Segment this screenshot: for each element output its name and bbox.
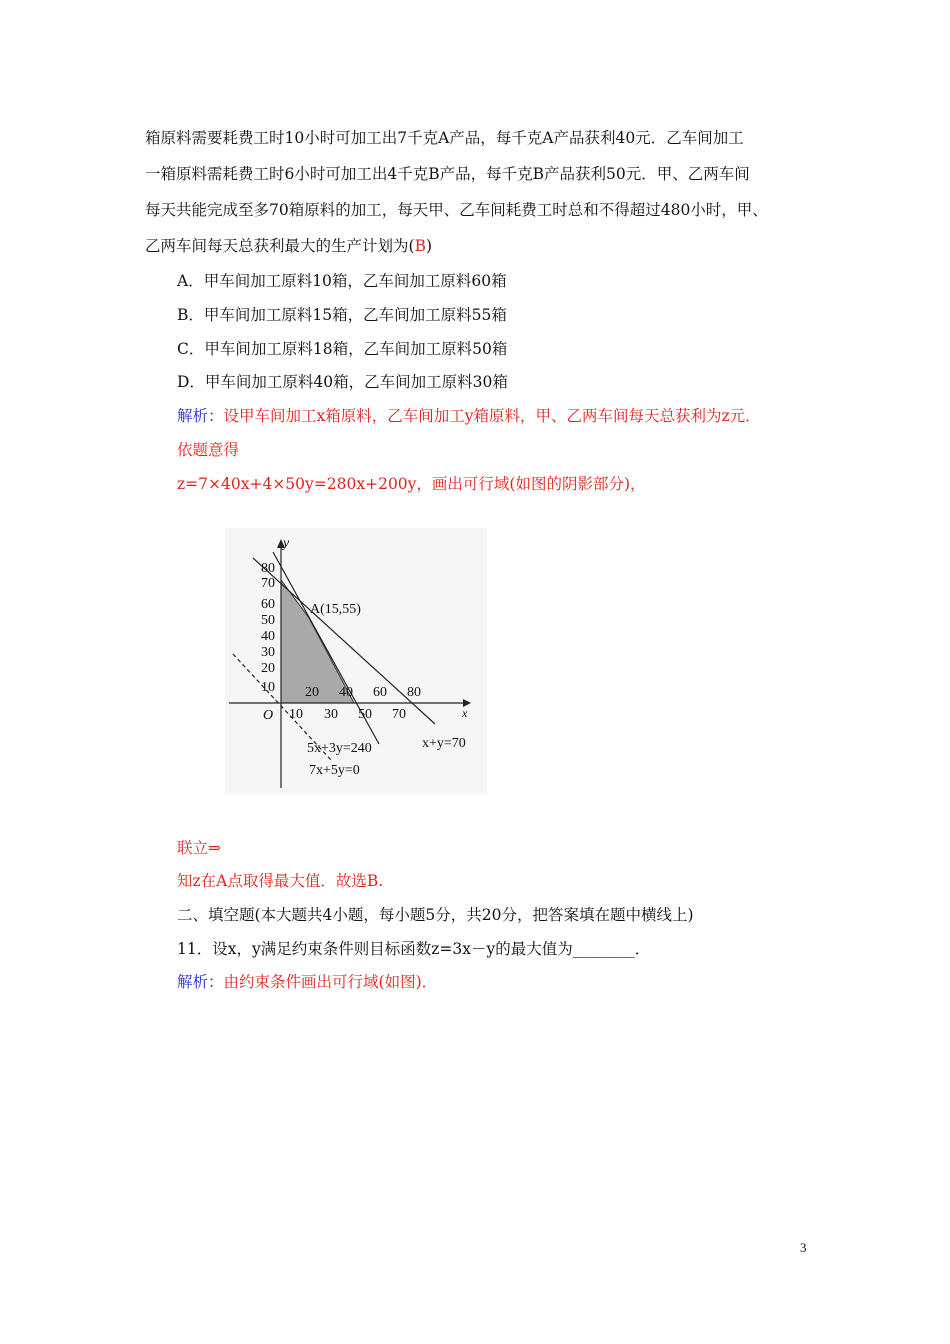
x-tick-10: 10 [289,707,303,722]
option-b: B．甲车间加工原料15箱，乙车间加工原料55箱 [177,306,507,324]
answer-choice: B [414,237,426,255]
feasible-region-graph [225,528,487,794]
close-paren: ) [425,237,433,255]
conclusion-line-2: 知z在A点取得最大值．故选B. [177,872,384,890]
x-tick-60: 60 [373,685,387,700]
line-label-5x-3y-240: 5x+3y=240 [307,741,372,756]
y-tick-80: 80 [261,561,275,576]
y-tick-50: 50 [261,613,275,628]
x-tick-70: 70 [392,707,406,722]
analysis-line-2: 依题意得 [177,441,240,459]
y-axis-label: y [283,536,290,551]
y-tick-70: 70 [261,576,275,591]
x-tick-80: 80 [407,685,421,700]
q11-analysis-label: 解析： [177,973,224,991]
problem-line-1: 箱原料需要耗费工时10小时可加工出7千克A产品，每千克A产品获利40元．乙车间加工 [145,129,744,147]
analysis-label: 解析： [177,407,224,425]
analysis-line-3: z=7×40x+4×50y=280x+200y，画出可行域(如图的阴影部分)， [177,475,646,493]
problem-line-4 [145,236,432,256]
x-tick-50: 50 [358,707,372,722]
problem-line-4-text: 乙两车间每天总获利最大的生产计划为( [145,237,415,255]
problem-line-3: 每天共能完成至多70箱原料的加工，每天甲、乙车间耗费工时总和不得超过480小时，甲、 [145,201,768,219]
y-tick-10: 10 [261,680,275,695]
y-tick-30: 30 [261,645,275,660]
y-tick-40: 40 [261,629,275,644]
x-tick-30: 30 [324,707,338,722]
origin-label: O [263,708,274,723]
option-a: A．甲车间加工原料10箱，乙车间加工原料60箱 [177,272,507,290]
x-tick-20: 20 [305,685,319,700]
line-label-7x-5y-0: 7x+5y=0 [309,763,360,778]
question-11: 11．设x，y满足约束条件则目标函数z=3x－y的最大值为________． [177,940,651,958]
analysis-text-1: 设甲车间加工x箱原料，乙车间加工y箱原料，甲、乙两车间每天总获利为z元． [223,407,761,425]
q11-analysis-text: 由约束条件画出可行域(如图)． [223,973,438,991]
conclusion-line-1: 联立⇒ [177,839,221,857]
option-d: D．甲车间加工原料40箱，乙车间加工原料30箱 [177,373,508,391]
y-tick-60: 60 [261,597,275,612]
x-tick-40: 40 [339,685,353,700]
x-axis-label: x [462,706,468,720]
y-tick-20: 20 [261,661,275,676]
section-heading: 二、填空题(本大题共4小题，每小题5分，共20分，把答案填在题中横线上) [177,906,694,924]
analysis-line-1 [177,406,761,426]
line-label-x-y-70: x+y=70 [422,736,466,751]
option-c: C．甲车间加工原料18箱，乙车间加工原料50箱 [177,340,508,358]
page-number: 3 [800,1240,807,1255]
point-a-label: A(15,55) [310,602,361,617]
question-11-analysis [177,972,437,992]
problem-line-2: 一箱原料需耗费工时6小时可加工出4千克B产品，每千克B产品获利50元．甲、乙两车间 [145,165,750,183]
